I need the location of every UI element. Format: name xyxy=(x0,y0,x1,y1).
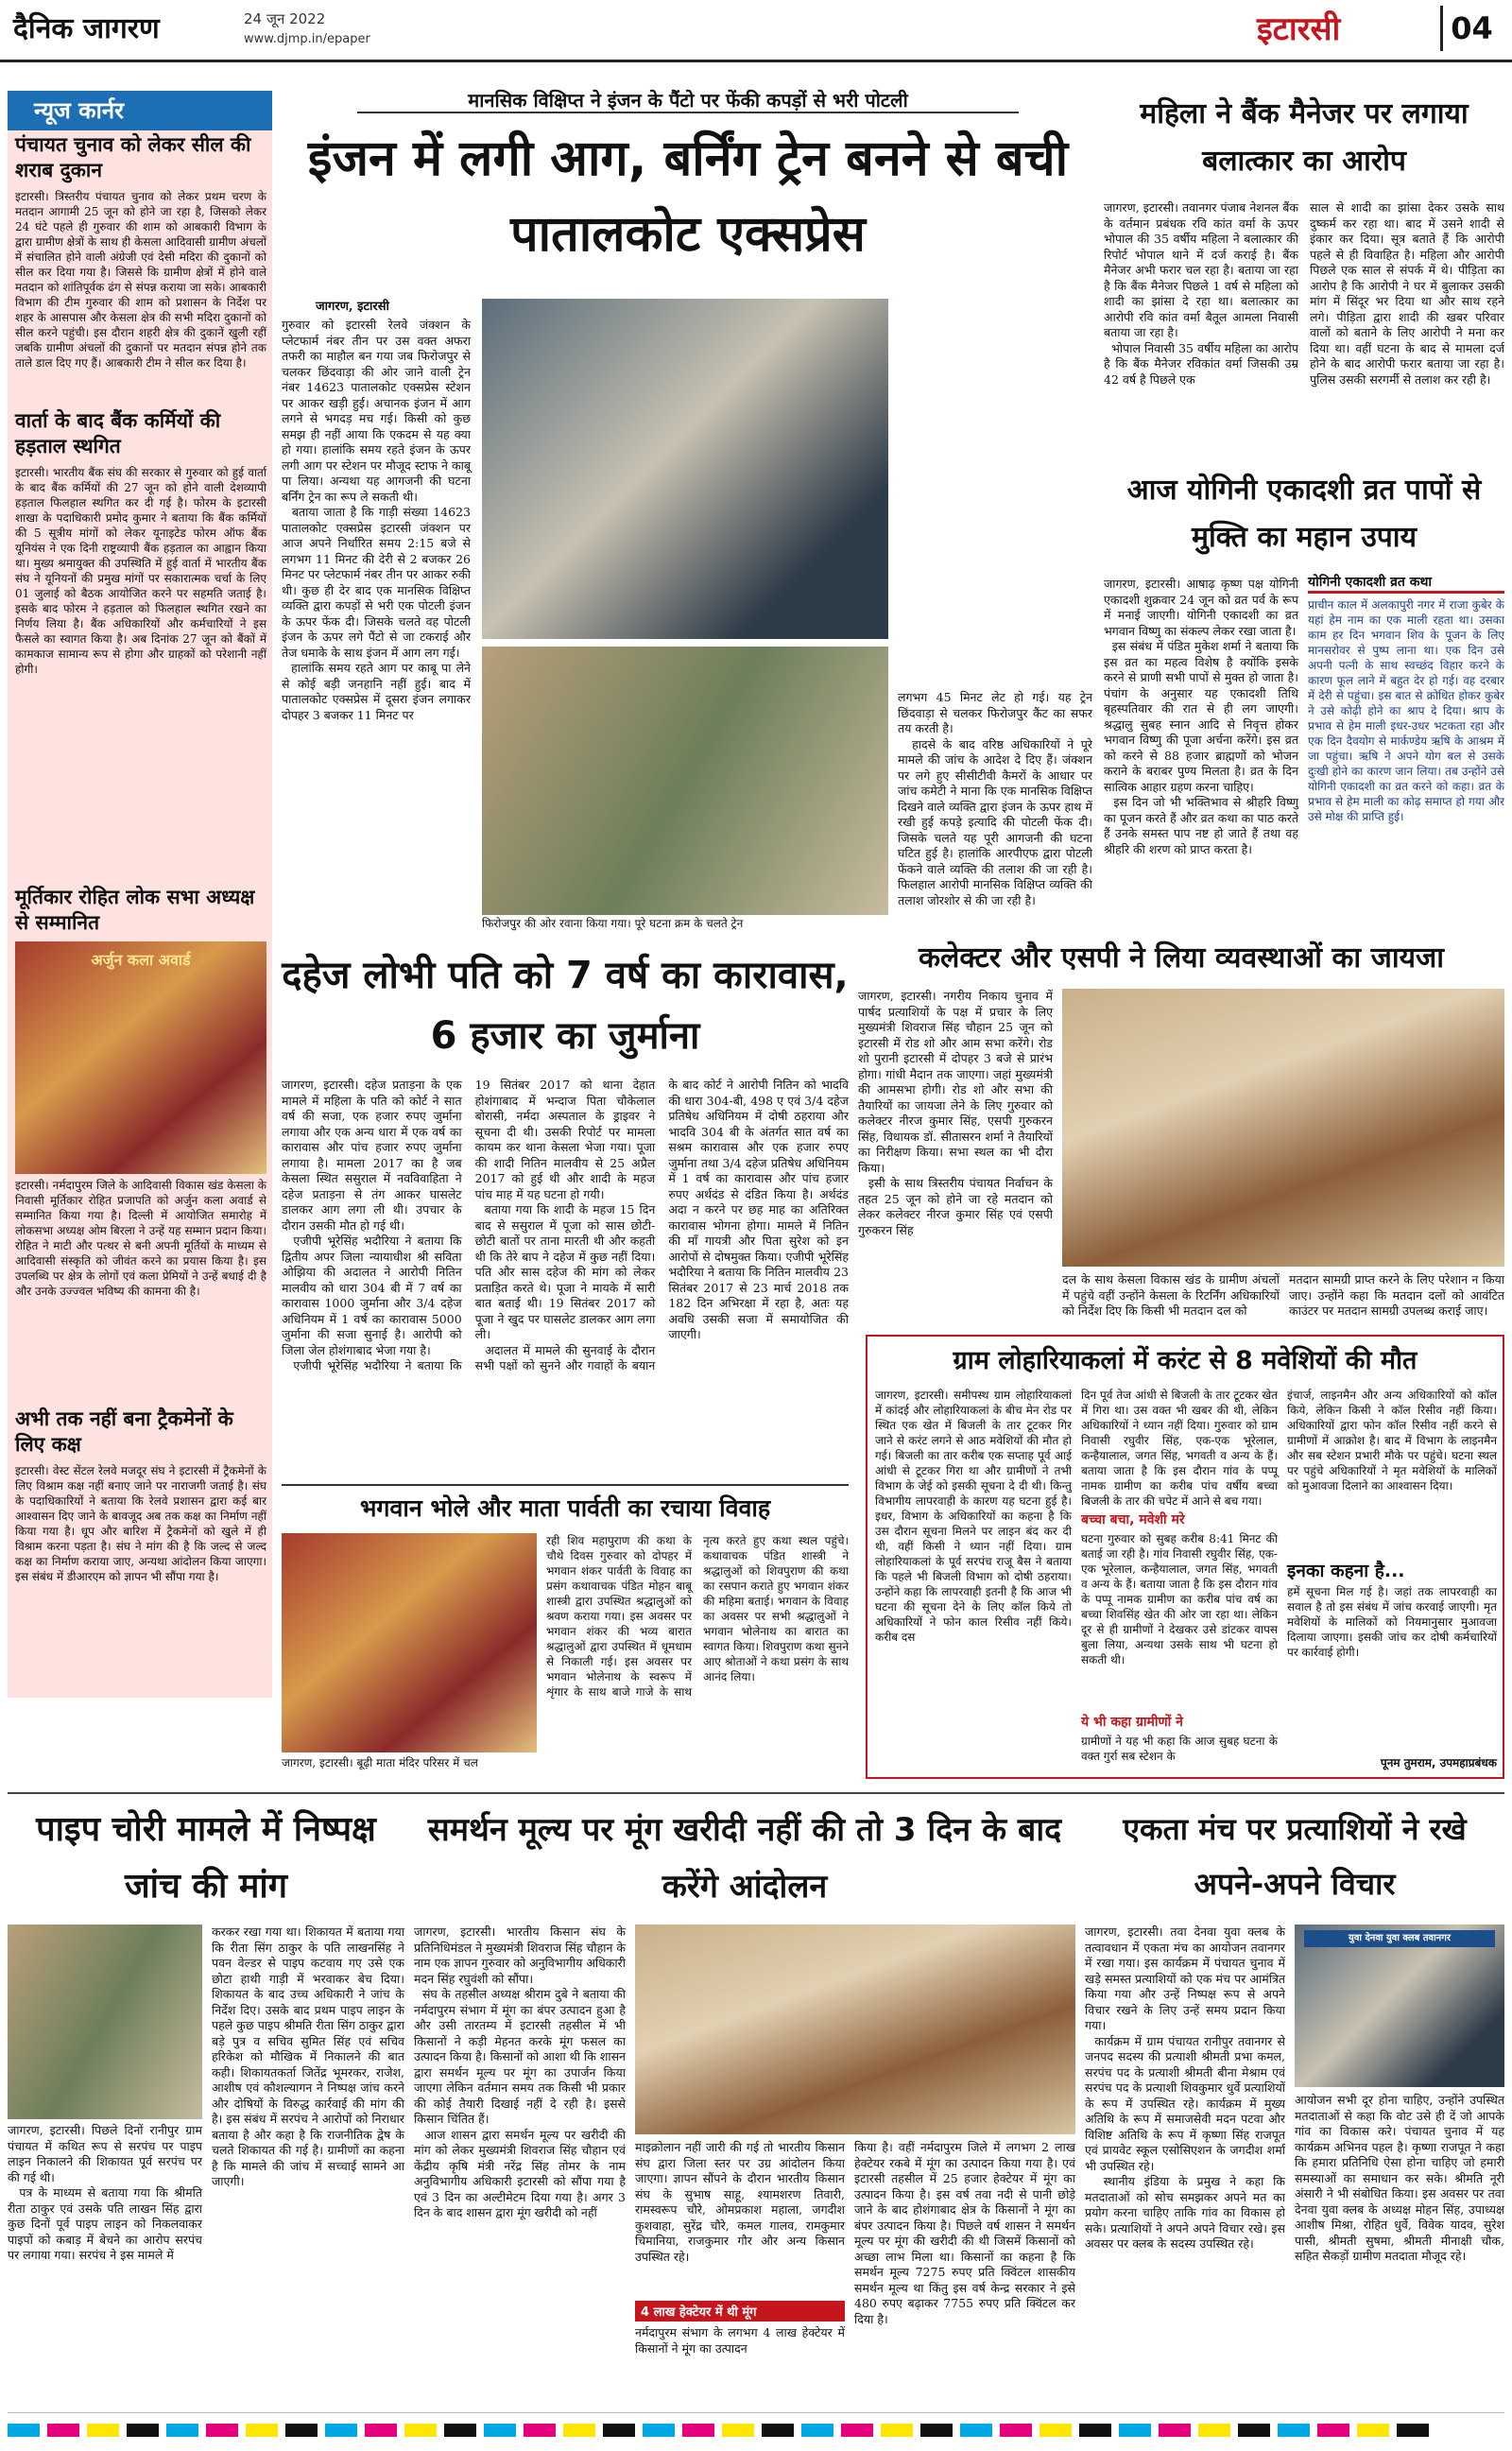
city-name: इटारसी xyxy=(1257,10,1341,48)
registration-mark xyxy=(881,2424,913,2437)
cattle-death-story xyxy=(866,1335,1504,1779)
ekta-manch-story xyxy=(1085,1802,1508,2388)
collector-story xyxy=(858,936,1508,1333)
registration-mark xyxy=(1198,2424,1230,2437)
cattle-subhead-child-saved: बच्चा बचा, मवेशी मरे xyxy=(1081,1512,1185,1528)
cattle-body-col3: इंचार्ज, लाइनमैन और अन्य अधिकारियों को कॉल किये, लेकिन किसी ने कॉल रिसीव नहीं किया। अधिकारियों द्वारा फोन कॉल रिसीव नहीं करने से ग्रामीणों में आक्रोश है। बाद में विभाग के लाइनमैन और सब स्टेशन प्रभारी मौके पर पहुंचे। घटना स्थल पर पहुंचे अधिकारियों ने मृत मवेशियों के मालिकों को मुआवजा दिलाने का आश्वासन दिया। xyxy=(1287,1389,1501,1493)
registration-mark xyxy=(87,2424,119,2437)
registration-mark xyxy=(722,2424,754,2437)
shiv-vivah-photo xyxy=(282,1533,537,1752)
registration-mark xyxy=(484,2424,516,2437)
cattle-body-col1: जागरण, इटारसी। समीपस्थ ग्राम लोहारियाकलां में कांदई और लोहारियाकलां के बीच मेन रोड पर स्थित एक खेत में बिजली के तार टूटकर गिर जाने से करंट लगने से आठ मवेशियों की मौत हो गई। बिजली का तार करीब एक सप्ताह पूर्व आई आंधी से टूटकर गिरा था और ग्रामीणों ने तभी विभाग के जेई को इसकी सूचना दे दी थी। किन्तु विभागीय लापरवाही के कारण यह घटना हुई है। इधर, विभाग के अधिकारियों का कहना है कि उस दौरान सूचना मिलने पर लाइन बंद कर दी थी, वहीं किसी ने ध्यान नहीं दिया। ग्राम लोहारियाकलां के पूर्व सरपंच राजू बैस ने बताया कि पहले भी बिजली विभाग को दोषी ठहराया। उन्होंने कहा कि लापरवाही इतनी है कि आज भी घटना की सूचना देने के लिए कॉल किये तो अधिकारियों ने फोन काल रिसीव नहीं किये। करीब दस xyxy=(875,1389,1075,1644)
sculptor-award-photo xyxy=(15,941,266,1174)
cattle-body-col3b: हमें सूचना मिल गई है। जहां तक लापरवाही का सवाल है तो इस संबंध में जांच करवाई जाएगी। मृत मवेशियों के मालिकों को नियमानुसार मुआवजा दिलाया जाएगा। इसकी जांच कर दोषी कर्मचारियों पर कार्रवाई होगी। xyxy=(1287,1585,1501,1659)
epaper-url[interactable]: www.djmp.in/epaper xyxy=(244,32,370,46)
registration-mark xyxy=(166,2424,198,2437)
pipes-photo xyxy=(8,1925,202,2119)
registration-mark xyxy=(47,2424,79,2437)
shiv-vivah-story xyxy=(282,1484,852,1777)
ekta-photo-banner: युवा देनवा युवा क्लब तवानगर xyxy=(1304,1930,1495,1947)
sidebar-headline-liquor: पंचायत चुनाव को लेकर सील की शराब दुकान xyxy=(15,133,251,181)
registration-mark xyxy=(920,2424,953,2437)
news-corner-title: न्यूज कार्नर xyxy=(8,91,272,130)
registration-mark xyxy=(1278,2424,1310,2437)
moong-body-col2: माइक्रोलान नहीं जारी की गई तो भारतीय किसान संघ द्वारा जिला स्तर पर उग्र आंदोलन किया जाएगा। ज्ञापन सौंपने के दौरान भारतीय किसान संघ के सुभाष साहू, श्यामशरण तिवारी, रामस्वरूप चौरे, ओमप्रकाश महाला, जगदीश कुशवाहा, सुरेंद्र चौरे, कमल गालव, रामकुमार चिमानिया, राजकुमार गौर और अन्य किसान उपस्थित रहे। xyxy=(635,2140,849,2264)
sidebar-headline-trackmen: अभी तक नहीं बना ट्रैकमेनों के लिए कक्ष xyxy=(15,1407,233,1456)
registration-mark xyxy=(325,2424,357,2437)
train-engine-photo xyxy=(482,299,888,639)
registration-mark xyxy=(1079,2424,1111,2437)
moong-body-col1: जागरण, इटारसी। भारतीय किसान संघ के प्रतिनिधिमंडल ने मुख्यमंत्री शिवराज सिंह चौहान के नाम एक ज्ञापन गुरुवार को अनुविभागीय अधिकारी मदन सिंह रघुवंशी को सौंपा। संघ के तहसील अध्यक्ष श्रीराम दुबे ने बताया की नर्मदापुरम संभाग में मूंग का बंपर उत्पादन हुआ है और उसी तारतम्य में इटारसी तहसील में भी किसानों ने कड़ी मेहनत करके मूंग फसल का उत्पादन किया है। किसानों को आशा थी कि शासन द्वारा समर्थन मूल्य पर मूंग का उपार्जन किया जाएगा लेकिन वर्तमान समय तक किसी भी प्रकार की कोई तैयारी दिखाई नहीं दे रही है। इससे किसान चिंतित हैं। आज शासन द्वारा समर्थन मूल्य पर खरीदी की मांग को लेकर मुख्यमंत्री शिवराज सिंह चौहान एवं केंद्रीय कृषि मंत्री नरेंद्र सिंह तोमर के नाम अनुविभागीय अधिकारी इटारसी को सौंपा गया है एवं 3 दिन का अल्टीमेटम दिया गया है। अगर 3 दिन के बाद शासन द्वारा मूंग खरीदी को नहीं xyxy=(414,1925,626,2219)
vivah-body: रही शिव महापुराण की कथा के चौथे दिवस गुरुवार को दोपहर में भगवान शंकर पार्वती के विवाह का प्रसंग कथावाचक पंडित मोहन बाबू शास्त्री द्वारा उपस्थित श्रद्धालुओं को श्रवण कराया गया। इस अवसर पर भगवान शंकर की भव्य बारात श्रद्धालुओं द्वारा उपस्थित में धूमधाम से निकाली गई। इस अवसर पर भगवान भोलेनाथ के स्वरूप में शृंगार के साथ बाजे गाजे के साथ नृत्य करते हुए कथा स्थल पहुंचे। कथावाचक पंडित शास्त्री ने श्रद्धालुओं को शिवपुराण की कथा का रसपान कराते हुए भगवान शंकर की महिमा बताई। भगवान के विवाह का अवसर पर सभी श्रद्धालुओं ने भगवान भोलेनाथ का बारात का स्वागत किया। शिवपुराण कथा सुनने आए श्रोताओं ने कथा प्रसंग के साथ आनंद लिया। xyxy=(546,1534,852,1699)
sidebar-body-liquor: इटारसी। त्रिस्तरीय पंचायत चुनाव को लेकर प्रथम चरण के मतदान आगामी 25 जून को होने जा रहा है, जिसको लेकर 24 घंटे पहले ही गुरुवार की शाम को आबकारी विभाग के द्वारा ग्रामीण क्षेत्रों के साथ ही केसला आदिवासी ग्रामीण अंचलों में संचालित होने वाली अंग्रेजी एवं देसी मदिरा की दुकानों को सील कर दिया गया है। जिससे कि ग्रामीण क्षेत्रों में होने वाले मतदान को शांतिपूर्वक ढंग से संपन्न कराया जा सके। आबकारी विभाग की टीम गुरुवार की शाम को प्रशासन के निर्देश पर शहर के आसपास और केसला क्षेत्र की सभी मदिरा दुकानों को सील करने पहुंची। इस दौरान शहरी क्षेत्र की दुकानें खुली रहीं जबकि ग्रामीण अंचलों की दुकानों पर मतदान संपन्न होने तक ताले डाल दिए गए हैं। आबकारी टीम ने सील कर दिया है। xyxy=(15,190,270,370)
collector-body-col1: जागरण, इटारसी। नगरीय निकाय चुनाव में पार्षद प्रत्याशियों के पक्ष में प्रचार के लिए मुख्यमंत्री शिवराज सिंह चौहान 25 जून को इटारसी में रोड शो और आम सभा करेंगे। रोड शो पुरानी इटारसी में दोपहर 3 बजे से प्रारंभ होगा। गांधी मैदान तक जाएगा। जहां मुख्यमंत्री की आमसभा होगी। रोड शो और सभा की तैयारियों का जायजा लेने के लिए गुरुवार को कलेक्टर नीरज कुमार सिंह, एसपी गुरुकरन सिंह, विधायक डॉ. सीतासरन शर्मा ने तैयारियों का निरीक्षण किया। सभा स्थल का भी दौरा किया। इसी के साथ त्रिस्तरीय पंचायत निर्वाचन के तहत 25 जून को होने जा रहे मतदान को लेकर कलेक्टर नीरज कुमार सिंह एवं एसपी गुरुकरन सिंह xyxy=(858,989,1053,1237)
vrat-katha-box xyxy=(1308,573,1508,919)
registration-mark xyxy=(960,2424,992,2437)
memorandum-photo xyxy=(635,1925,1075,2134)
lead-photo-caption: फिरोजपुर की ओर रवाना किया गया। पूरे घटना क्रम के चलते ट्रेन xyxy=(482,917,888,934)
registration-mark xyxy=(1159,2424,1191,2437)
registration-mark xyxy=(1317,2424,1349,2437)
registration-mark xyxy=(682,2424,714,2437)
registration-mark xyxy=(1000,2424,1032,2437)
sidebar-body-sculptor: इटारसी। नर्मदापुरम जिले के आदिवासी विकास खंड केसला के निवासी मूर्तिकार रोहित प्रजापति को अर्जुन कला अवार्ड से सम्मानित किया गया है। दिल्ली में आयोजित समारोह में लोकसभा अध्यक्ष ओम बिरला ने उन्हें यह सम्मान प्रदान किया। रोहित ने माटी और पत्थर से बनी अपनी मूर्तियों के माध्यम से आदिवासी संस्कृति को जीवंत करने का प्रयास किया है। इस उपलब्धि पर क्षेत्र के लोगों एवं कला प्रेमियों ने उन्हें बधाई दी है और उनके उज्ज्वल भविष्य की कामना की है। xyxy=(15,1179,270,1298)
registration-mark xyxy=(643,2424,675,2437)
registration-mark xyxy=(762,2424,794,2437)
ekta-headline: एकता मंच पर प्रत्याशियों ने रखे अपने-अपने विचार xyxy=(1123,1811,1467,1902)
pipe-theft-story xyxy=(8,1802,408,2388)
registration-mark xyxy=(524,2424,556,2437)
lead-story xyxy=(282,85,1094,936)
registration-mark xyxy=(841,2424,873,2437)
cattle-headline: ग्राम लोहारियाकलां में करंट से 8 मवेशियों की मौत xyxy=(953,1346,1418,1375)
bank-manager-body-col2: साल से शादी का झांसा देकर उसके साथ दुष्कर्म कर रहा था। बाद में उसने शादी से इंकार कर दिया। सूत्र बताते हैं कि आरोपी पहले से ही विवाहित है। महिला और आरोपी पिछले एक साल से संपर्क में थे। पीड़िता का आरोप है कि आरोपी ने घर में बुलाकर उसकी मांग में सिंदूर भर दिया था और साथ रहने लगे। पीड़िता द्वारा शादी की खबर परिवार वालों को बताने के लिए आरोपी ने मना कर दिया था। वहीं घटना के बाद से मामला दर्ज होने के बाद आरोपी फरार बताया जा रहा है। पुलिस उसकी सरगर्मी से तलाश कर रही है। xyxy=(1310,200,1508,387)
moong-procurement-story xyxy=(414,1802,1079,2388)
collector-headline: कलेक्टर और एसपी ने लिया व्यवस्थाओं का जायजा xyxy=(918,941,1445,975)
collector-body-col3: मतदान सामग्री प्राप्त करने के लिए परेशान न किया जाए। उन्होंने कहा कि मतदान दलों को आवंटित काउंटर पर मतदान सामग्री उपलब्ध कराई जाए। xyxy=(1289,1272,1508,1318)
registration-mark xyxy=(206,2424,238,2437)
edition-date: 24 जून 2022 xyxy=(244,10,326,27)
cattle-body-col2c: ग्रामीणों ने यह भी कहा कि आज सुबह घटना के वक्त गुर्रा सब स्टेशन के xyxy=(1081,1735,1281,1763)
registration-mark xyxy=(246,2424,278,2437)
cattle-subhead-official: इनका कहना है... xyxy=(1287,1561,1405,1581)
bank-manager-body-col1: जागरण, इटारसी। तवानगर पंजाब नेशनल बैंक के वर्तमान प्रबंधक रवि कांत वर्मा के ऊपर भोपाल की 35 वर्षीय महिला ने बलात्कार की रिपोर्ट भोपाल थाने में दर्ज कराई है। बैंक मैनेजर अभी फरार चल रहा है। बताया जा रहा है कि बैंक मैनेजर पिछले 1 वर्ष से महिला को शादी का झांसा दे रहा था। बलात्कार का आरोपी रवि कांत वर्मा बैतूल आमला निवासी बताया जा रहा है। भोपाल निवासी 35 वर्षीय महिला का आरोप है कि बैंक मैनेजर रविकांत वर्मा जिसकी उम्र 42 वर्ष है पिछले एक xyxy=(1104,200,1298,387)
news-corner-sidebar xyxy=(8,91,272,1698)
registration-mark xyxy=(285,2424,318,2437)
sidebar-body-trackmen: इटारसी। वेस्ट सेंटल रेलवे मजदूर संघ ने इटारसी में ट्रैकमेनों के लिए विश्राम कक्ष नहीं बनाए जाने पर नाराजगी जताई है। संघ के पदाधिकारियों ने बताया कि रेलवे प्रशासन द्वारा कई बार आश्वासन दिए जाने के बावजूद अब तक कक्ष का निर्माण नहीं किया गया है। धूप और बारिश में ट्रैकमेनों को खुले में ही विश्राम करना पड़ता है। संघ ने मांग की है कि जल्द से जल्द कक्ष का निर्माण कराया जाए, अन्यथा आंदोलन किया जाएगा। इस संबंध में डीआरएम को ज्ञापन भी सौंपा गया है। xyxy=(15,1464,270,1583)
cattle-body-col2b: घटना गुरुवार को सुबह करीब 8:41 मिनट की बताई जा रही है। गांव निवासी रघुवीर सिंह, एक-एक भूरेलाल, कन्हैयालाल, जगत सिंह, भगवती व अन्य के हैं। बताया जाता है कि इस दौरान गांव के पप्पू नामक ग्रामीण का करीब पांच वर्ष का बच्चा शिवसिंह खेत की ओर जा रहा था। लेकिन दूर से ही ग्रामीणों ने देखकर उसे डांटकर वापस बुला लिया, अन्यथा उसके साथ भी घटना हो सकती थी। xyxy=(1081,1532,1281,1666)
moong-body-col2b: नर्मदापुरम संभाग के लगभग 4 लाख हेक्टेयर में किसानों ने मूंग का उत्पादन xyxy=(635,2325,849,2356)
registration-mark xyxy=(1238,2424,1270,2437)
dowry-headline: दहेज लोभी पति को 7 वर्ष का कारावास, 6 हजार का जुर्माना xyxy=(282,954,849,1058)
sidebar-body-bank-strike: इटारसी। भारतीय बैंक संघ की सरकार से गुरुवार को हुई वार्ता के बाद बैंक कर्मियों की 27 जून को होने वाली देशव्यापी हड़ताल फिलहाल स्थगित कर दी गई है। फोरम के इटारसी शाखा के पदाधिकारी प्रमोद कुमार ने बताया कि बैंक कर्मियों की 5 सूत्रीय मांगों को लेकर यूनाइटेड फोरम ऑफ बैंक यूनियंस ने एक दिनी राष्ट्रव्यापी बैंक हड़ताल का आह्वान किया था। मुख्य श्रमायुक्त की उपस्थिति में हुई वार्ता में भारतीय बैंक संघ ने यूनियनों की प्रमुख मांगों पर सकारात्मक चर्चा के लिए 01 जुलाई को बैठक आयोजित करने पर सहमति जताई है। इसके बाद फोरम ने हड़ताल को फिलहाल स्थगित रखने का निर्णय लिया है। बैंक अधिकारियों और कर्मचारियों ने इस फैसले का स्वागत किया है। अब दिनांक 27 जून को बैंकों में कामकाज सामान्य रूप से होगा और ग्राहकों को परेशानी नहीं होगी। xyxy=(15,466,270,676)
registration-mark xyxy=(444,2424,476,2437)
registration-mark xyxy=(603,2424,635,2437)
registration-mark xyxy=(1397,2424,1429,2437)
moong-subhead: 4 लाख हेक्टेयर में थी मूंग xyxy=(635,2301,845,2322)
sidebar-headline-bank-strike: वार्ता के बाद बैंक कर्मियों की हड़ताल स्थगित xyxy=(15,409,221,457)
bank-manager-story xyxy=(1104,91,1508,450)
dowry-story xyxy=(282,945,849,1475)
pipe-body-col1: जागरण, इटारसी। पिछले दिनों रानीपुर ग्राम पंचायत में कथित रूप से सरपंच पर पाइप लाइन निकालने की शिकायत पूर्व सरपंच पर की गई थी। पत्र के माध्यम से बताया गया कि श्रीमति रीता ठाकुर एवं उसके पति लाखन सिंह द्वारा कुछ दिनों पूर्व पाइप लाइन को निकलवाकर पाइपों को कबाड़ में बेचने का आरोप सरपंच पर लगाया गया। सरपंच ने इस मामले में xyxy=(8,2123,202,2262)
vivah-headline: भगवान भोले और माता पार्वती का रचाया विवाह xyxy=(359,1494,771,1522)
bank-manager-headline: महिला ने बैंक मैनेजर पर लगाया बलात्कार का आरोप xyxy=(1140,97,1469,178)
ekta-manch-photo xyxy=(1295,1925,1504,2087)
award-banner-text: अर्जुन कला अवार्ड xyxy=(91,951,191,969)
lead-body-col3: लगभग 45 मिनट लेट हो गई। यह ट्रेन छिंदवाड़ा से चलकर फिरोजपुर कैंट का सफर तय करती है। हादसे के बाद वरिष्ठ अधिकारियों ने पूरे मामले की जांच के आदेश दे दिए हैं। जंक्शन पर लगे हुए सीसीटीवी कैमरों के आधार पर जांच कमेटी ने माना कि एक मानसिक विक्षिप्त दिखने वाले व्यक्ति द्वारा इंजन के ऊपर हाथ में रखी हुई कपड़े इत्यादि की पोटली फेंक दी। जिसके चलते यह पूरी आगजनी की घटना घटित हुई है। हालांकि आरपीएफ द्वारा पोटली फेंकने वाले व्यक्ति की तलाश की जा रही है। फिलहाल आरोपी मानसिक विक्षिप्त व्यक्ति की तलाश जोरशोर से की जा रही है। xyxy=(898,690,1092,907)
cattle-subhead-villagers: ये भी कहा ग्रामीणों ने xyxy=(1081,1715,1183,1730)
registration-mark xyxy=(404,2424,437,2437)
lead-dateline: जागरण, इटारसी xyxy=(316,300,389,314)
vrat-katha-title: योगिनी एकादशी व्रत कथा xyxy=(1308,573,1504,594)
registration-mark xyxy=(8,2424,40,2437)
registration-mark xyxy=(127,2424,159,2437)
registration-mark xyxy=(801,2424,833,2437)
registration-mark xyxy=(1040,2424,1072,2437)
registration-mark xyxy=(1357,2424,1389,2437)
print-registration-bar xyxy=(8,2412,1504,2441)
paper-name: दैनिक जागरण xyxy=(13,12,160,45)
engine-pantograph-photo xyxy=(482,647,888,915)
collector-inspection-photo xyxy=(1062,989,1504,1267)
masthead xyxy=(0,0,1512,62)
pipe-headline: पाइप चोरी मामले में निष्पक्ष जांच की मांग xyxy=(36,1810,376,1906)
moong-body-col3: किया है। वहीं नर्मदापुरम जिले में लगभग 2 लाख हेक्टेयर रकबे में मूंग का उत्पादन किया गया है। एवं इटारसी तहसील में 25 हजार हेक्टेयर में मूंग का उत्पादन किया है। इस वर्ष तवा नदी से पानी छोड़े जाने के बाद होशंगाबाद क्षेत्र के किसानों ने मूंग का बंपर उत्पादन किया है। पिछले वर्ष शासन ने समर्थन मूल्य पर मूंग की खरीदी की थी जिसमें किसानों को अच्छा लाभ मिला था। किसानों का कहना है कि समर्थन मूल्य 7275 रुपए प्रति क्विंटल शासकीय समर्थन मूल्य था किंतु इस वर्ष केन्द्र सरकार ने इसे 480 रुपए बढ़ाकर 7755 रुपए प्रति क्विंटल कर दिया है। xyxy=(854,2140,1079,2326)
pipe-body-col2: करकर रखा गया था। शिकायत में बताया गया कि रीता सिंग ठाकुर के पति लाखनसिंह ने पवन वेल्डर से पाइप कटवाय गए उसे एक छोटा हाथी गाड़ी में भरवाकर बेच दिया। शिकायत के बाद उच्च अधिकारी ने जांच के निर्देश दिए। उसके बाद प्रथम पाइप लाइन के पहले कुछ पाइप श्रीमति रीता सिंग ठाकुर द्वारा बड़े पुत्र व सचिव सुमित सिंह एवं सचिव हरिकेश को मौखिक में निकालने की बात कही। शिकायतकर्ता जितेंद्र भूमरकर, राजेश, आशीष एवं कौशल्यागन ने निष्पक्ष जांच करने और दोषियों के विरुद्ध कार्रवाई की मांग की है। इस संबंध में सरपंच ने आरोपों को निराधार बताया है और कहा है कि राजनीतिक द्वेष के चलते शिकायत की गई है। ग्रामीणों का कहना है कि मामले की जांच में सच्चाई सामने आ जाएगी। xyxy=(212,1925,408,2188)
moong-headline: समर्थन मूल्य पर मूंग खरीदी नहीं की तो 3 दिन के बाद करेंगे आंदोलन xyxy=(427,1811,1062,1906)
collector-body-col2: दल के साथ केसला विकास खंड के ग्रामीण अंचलों में पहुंचे वहीं उन्होंने केसला के रिटर्निंग अधिकारियों को निर्देश दिए कि किसी भी मतदान दल को xyxy=(1062,1272,1283,1318)
ekta-body-col1: जागरण, इटारसी। तवा देनवा युवा क्लब के तत्वावधान में एकता मंच का आयोजन तवानगर में रखा गया। इस कार्यक्रम में पंचायत चुनाव में खड़े समस्त प्रत्याशियों को एक मंच पर आमंत्रित किया गया और उन्हें निष्पक्ष रूप से अपने विचार रखने के लिए उन्हें समय प्रदान किया गया। कार्यक्रम में ग्राम पंचायत रानीपुर तवानगर से जनपद सदस्य की प्रत्याशी श्रीमती प्रभा कमल, सरपंच पद के प्रत्याशी श्रीमती बीना मेश्राम एवं सरपंच पद के प्रत्याशी शिवकुमार धुर्वे प्रत्याशियों के रूप में उपस्थित रहे। कार्यक्रम में मुख्य अतिथि के रूप में समाजसेवी मदन पटवा और विशिष्ट अतिथि के रूप में कृष्णा सिंह राजपूत एवं प्रायवेट स्कूल एसोसिएशन के जगदीश शर्मा भी उपस्थित रहे। स्थानीय इंडिया के प्रमुख ने कहा कि मतदाताओं को सोच समझकर अपने मत का प्रयोग करना चाहिए ताकि गांव का विकास हो सके। प्रत्याशियों ने अपने अपने विचार रखे। इस अवसर पर क्लब के सदस्य उपस्थित रहे। xyxy=(1085,1925,1285,2251)
ekta-body-col2: आयोजन सभी दूर होना चाहिए, उन्होंने उपस्थित मतदाताओं से कहा कि वोट उसे ही दें जो आपके गांव का विकास करे। पंचायत चुनाव में यह कार्यक्रम अभिनव पहल है। कृष्णा राजपूत ने कहा कि हमारा प्रतिनिधि ऐसा होना चाहिए जो हमारी समस्याओं का समाधान कर सके। श्रीमति नूरी अंसारी ने भी संबोधित किया। इस अवसर पर तवा देनवा युवा क्लब के अध्यक्ष मोहन सिंह, उपाध्यक्ष आशीष मिश्रा, रोहित धुर्वे, विवेक यादव, सुरेश पासी, श्रीमती सुषमा, श्रीमती मीनाक्षी चौक, सहित सैकड़ों ग्रामीण मतदाता मौजूद रहे। xyxy=(1295,2093,1508,2263)
cattle-body-col2: दिन पूर्व तेज आंधी से बिजली के तार टूटकर खेत में गिरा था। उस वक्त भी खबर की थी, लेकिन अधिकारियों ने ध्यान नहीं दिया। गुरुवार को ग्राम निवासी रघुवीर सिंह, एक-एक भूरेलाल, कन्हैयालाल, जगत सिंह, भगवती व अन्य के हैं। बताया जाता है कि इस दौरान गांव के पप्पू नामक ग्रामीण का करीब पांच वर्षीय बच्चा बिजली के तार की चपेट में आने से बच गया। xyxy=(1081,1389,1281,1508)
registration-mark xyxy=(1119,2424,1151,2437)
registration-mark xyxy=(563,2424,595,2437)
page-number: 04 xyxy=(1440,6,1501,51)
vivah-caption: जागरण, इटारसी। बूढ़ी माता मंदिर परिसर में चल xyxy=(282,1756,537,1773)
cattle-official-signoff: पूनम तुमराम, उपमहाप्रबंधक xyxy=(1380,1756,1497,1769)
lead-kicker: मानसिक विक्षिप्त ने इंजन के पैंटो पर फेंकी कपड़ों से भरी पोटली xyxy=(357,87,1019,113)
lead-body-col1: गुरुवार को इटारसी रेलवे जंक्शन के प्लेटफार्म नंबर तीन पर उस वक्त अफरा तफरी का माहौल बन गया जब फिरोजपुर से चलकर छिंदवाड़ा की ओर जाने वाली ट्रेन नंबर 14623 पातालकोट एक्सप्रेस स्टेशन पर आकर खड़ी हुई। अचानक इंजन में आग लगने से भगदड़ मच गई। किसी को कुछ समझ ही नहीं आया कि एकदम से यह क्या हो गया। हालांकि समय रहते इंजन के ऊपर लगी आग पर स्टेशन पर मौजूद स्टाफ ने काबू पा लिया। अन्यथा यह आगजनी की घटना बर्निंग ट्रेन का रूप ले सकती थी। बताया जाता है कि गाड़ी संख्या 14623 पातालकोट एक्सप्रेस इटारसी जंक्शन पर आज अपने निर्धारित समय 2:15 बजे से लगभग 11 मिनट की देरी से 2 बजकर 26 मिनट पर प्लेटफार्म नंबर तीन पर आकर रुकी थी। कुछ ही देर बाद एक मानसिक विक्षिप्त व्यक्ति द्वारा कपड़ों से भरी एक पोटली इंजन के ऊपर फेंक दी। जिसके चलते वह पोटली इंजन के ऊपर लगे पैंटो से जा टकराई और तेज धमाके के साथ इंजन में आग लग गई। हालांकि समय रहते आग पर काबू पा लेने से कोई बड़ी जनहानि नहीं हुई। बाद में पातालकोट एक्सप्रेस में दूसरा इंजन लगाकर दोपहर 3 बजकर 11 मिनट पर xyxy=(282,318,471,722)
ekadashi-headline: आज योगिनी एकादशी व्रत पापों से मुक्ति का महान उपाय xyxy=(1126,474,1482,554)
registration-mark xyxy=(365,2424,397,2437)
dowry-body: जागरण, इटारसी। दहेज प्रताड़ना के एक मामले में महिला के पति को कोर्ट ने सात वर्ष की सजा, एक हजार रुपए जुर्माना लगाया और एक अन्य धारा में एक वर्ष का कारावास और पांच हजार रुपए जुर्माना लगाया है। मामला 2017 का है जब केसला स्थित ससुराल में नवविवाहिता ने दहेज प्रताड़ना से तंग आकर घासलेट डालकर आग लगा ली थी। उपचार के दौरान उसकी मौत हो गई थी। एजीपी भूरेसिंह भदौरिया ने बताया कि द्वितीय अपर जिला न्यायाधीश श्री सविता ओझिया की अदालत ने आरोपी नितिन मालवीय को धारा 304 बी में 7 वर्ष का कारावास 1000 जुर्माना और 3/4 दहेज अधिनियम में 1 वर्ष का कारावास 5000 जुर्माना की सजा सुनाई है। आरोपी को जिला जेल होशंगाबाद भेजा गया है। एजीपी भूरेसिंह भदौरिया ने बताया कि 19 सितंबर 2017 को थाना देहात होशंगाबाद में भन्दाज पिता चौकेलाल बोरासी, नर्मदा अस्पताल के ड्राइवर ने सूचना दी थी। उसकी रिपोर्ट पर मामला कायम कर थाना केसला भेजा गया। पूजा की शादी नितिन मालवीय से 25 अप्रैल 2017 को हुई थी और शादी के महज पांच माह में यह घटना हो गयी। बताया गया कि शादी के महज 15 दिन बाद से ससुराल में पूजा को सास छोटी-छोटी बातों पर ताना मारती थी और कहती थी कि तेरे बाप ने दहेज में कुछ नहीं दिया। पति और सास दहेज की मांग को लेकर प्रताड़ित करते थे। पूजा ने मायके में सारी बात बताई थी। 19 सितंबर 2017 को पूजा ने खुद पर घासलेट डालकर आग लगा ली। अदालत में मामले की सुनवाई के दौरान सभी पक्षों को सुनने और गवाहों के बयान के बाद कोर्ट ने आरोपी नितिन को भादवि की धारा 304-बी, 498 ए एवं 3/4 दहेज प्रतिषेध अधिनियम में दोषी ठहराया और भादवि 304 बी के अंतर्गत सात वर्ष का सश्रम कारावास और एक हजार रुपए जुर्माना तथा 3/4 दहेज प्रतिषेध अधिनियम में 1 वर्ष का कारावास और पांच हजार रुपए अर्थदंड से दंडित किया है। अर्थदंड अदा न करने पर छह माह का अतिरिक्त कारावास भोगना होगा। मामले में नितिन की माँ गायत्री और पिता सुरेश को इन आरोपों से दोषमुक्त किया। एजीपी भूरेसिंह भदौरिया ने बताया कि नितिन मालवीय 23 सितंबर 2017 से 23 मार्च 2018 तक 182 दिन अभिरक्षा में रहा है, अतः यह अवधि उसकी सजा में समायोजित की जाएगी। xyxy=(282,1078,849,1372)
lead-headline: इंजन में लगी आग, बर्निंग ट्रेन बनने से बची पातालकोट एक्सप्रेस xyxy=(307,130,1069,263)
ekadashi-body: जागरण, इटारसी। आषाढ़ कृष्ण पक्ष योगिनी एकादशी शुक्रवार 24 जून को व्रत पर्व के रूप में मनाई जाएगी। योगिनी एकादशी का व्रत भगवान विष्णु का संकल्प लेकर रखा जाता है। इस संबंध में पंडित मुकेश शर्मा ने बताया कि इस व्रत का महत्व विशेष है क्योंकि इसके करने से प्राणी सभी पापों से मुक्त हो जाता है। पंचांग के अनुसार यह एकादशी तिथि बृहस्पतिवार की रात से ही लग जाएगी। श्रद्धालु सुबह स्नान आदि से निवृत्त होकर भगवान विष्णु की पूजा अर्चना करेंगे। इस व्रत को करने से 88 हजार ब्राह्मणों को भोजन कराने के बराबर पुण्य मिलता है। व्रत के दिन सात्विक आहार ग्रहण करना चाहिए। इस दिन जो भी भक्तिभाव से श्रीहरि विष्णु का पूजन करते हैं और व्रत कथा का पाठ करते हैं उनके समस्त पाप नष्ट हो जाते हैं तथा वह श्रीहरि की शरण को प्राप्त करता है। xyxy=(1104,577,1298,856)
vrat-katha-body: प्राचीन काल में अलकापुरी नगर में राजा कुबेर के यहां हेम नाम का एक माली रहता था। उसका काम हर दिन भगवान शिव के पूजन के लिए मानसरोवर से पुष्प लाना था। एक दिन उसे अपनी पत्नी के साथ स्वच्छंद विहार करने के कारण फूल लाने में बहुत देर हो गई। वह दरबार में देरी से पहुंचा। इस बात से क्रोधित होकर कुबेर ने उसे कोढ़ी होने का श्राप दे दिया। श्राप के प्रभाव से हेम माली इधर-उधर भटकता रहा और एक दिन दैवयोग से मार्कण्डेय ऋषि के आश्रम में जा पहुंचा। ऋषि ने अपने योग बल से उसके दुःखी होने का कारण जान लिया। तब उन्होंने उसे योगिनी एकादशी का व्रत करने को कहा। व्रत के प्रभाव से हेम माली का कोढ़ समाप्त हो गया और उसे मोक्ष की प्राप्ति हुई। xyxy=(1308,598,1508,823)
ekadashi-story xyxy=(1104,467,1508,921)
sidebar-headline-sculptor: मूर्तिकार रोहित लोक सभा अध्यक्ष से सम्मानित xyxy=(15,886,255,934)
bottom-section-divider xyxy=(8,1792,1504,1794)
